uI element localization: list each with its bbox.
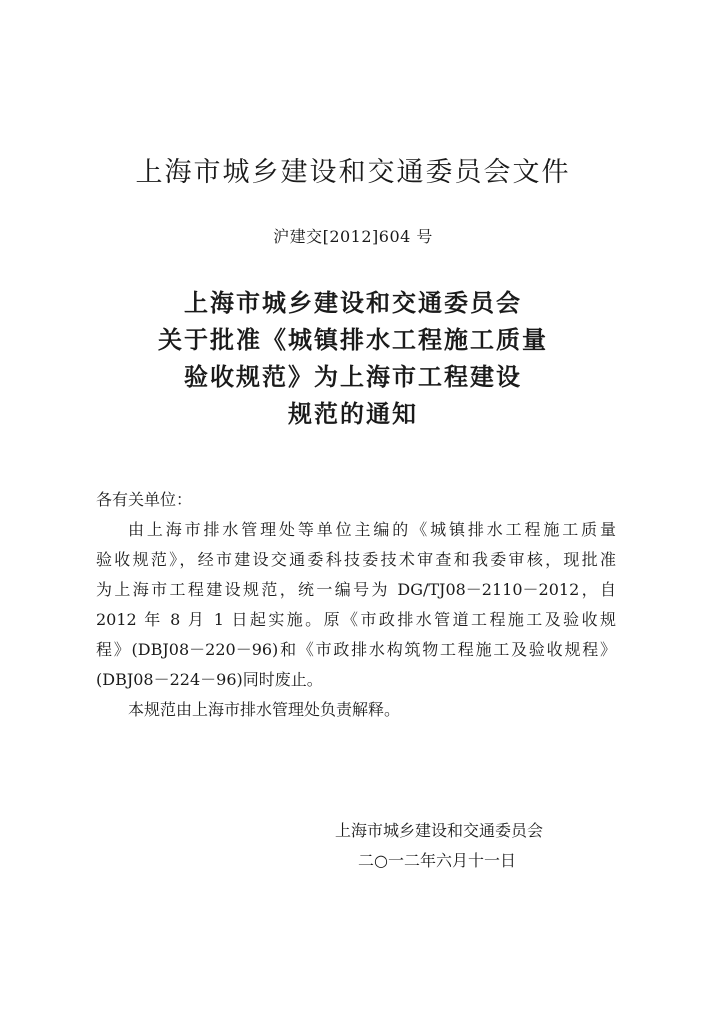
- body-line-4: 2012 年 8 月 1 日起实施。原《市政排水管道工程施工及验收规: [96, 610, 616, 629]
- body-line-7: 本规范由上海市排水管理处负责解释。: [128, 700, 401, 719]
- notice-title-line-2: 关于批准《城镇排水工程施工质量: [158, 326, 548, 354]
- notice-body: [96, 485, 616, 725]
- salutation: 各有关单位：: [96, 490, 193, 509]
- body-line-6: (DBJ08－224－96)同时废止。: [96, 670, 323, 689]
- body-line-1: 由上海市排水管理处等单位主编的《城镇排水工程施工质量: [128, 520, 616, 539]
- notice-title-line-4: 规范的通知: [288, 400, 418, 428]
- notice-title: [0, 285, 706, 433]
- issuer-signature: 上海市城乡建设和交通委员会: [335, 821, 544, 840]
- body-line-3: 为上海市工程建设规范，统一编号为 DG/TJ08－2110－2012，自: [96, 580, 616, 599]
- body-line-2: 验收规范》，经市建设交通委科技委技术审查和我委审核，现批准: [96, 550, 616, 569]
- body-line-5: 程》(DBJ08－220－96)和《市政排水构筑物工程施工及验收规程》: [96, 640, 616, 659]
- document-number: 沪建交[2012]604 号: [273, 227, 433, 246]
- issue-date: 二○一二年六月十一日: [358, 851, 516, 870]
- issuer-title: 上海市城乡建设和交通委员会文件: [135, 157, 571, 188]
- notice-title-line-1: 上海市城乡建设和交通委员会: [184, 289, 522, 317]
- notice-title-line-3: 验收规范》为上海市工程建设: [184, 363, 522, 391]
